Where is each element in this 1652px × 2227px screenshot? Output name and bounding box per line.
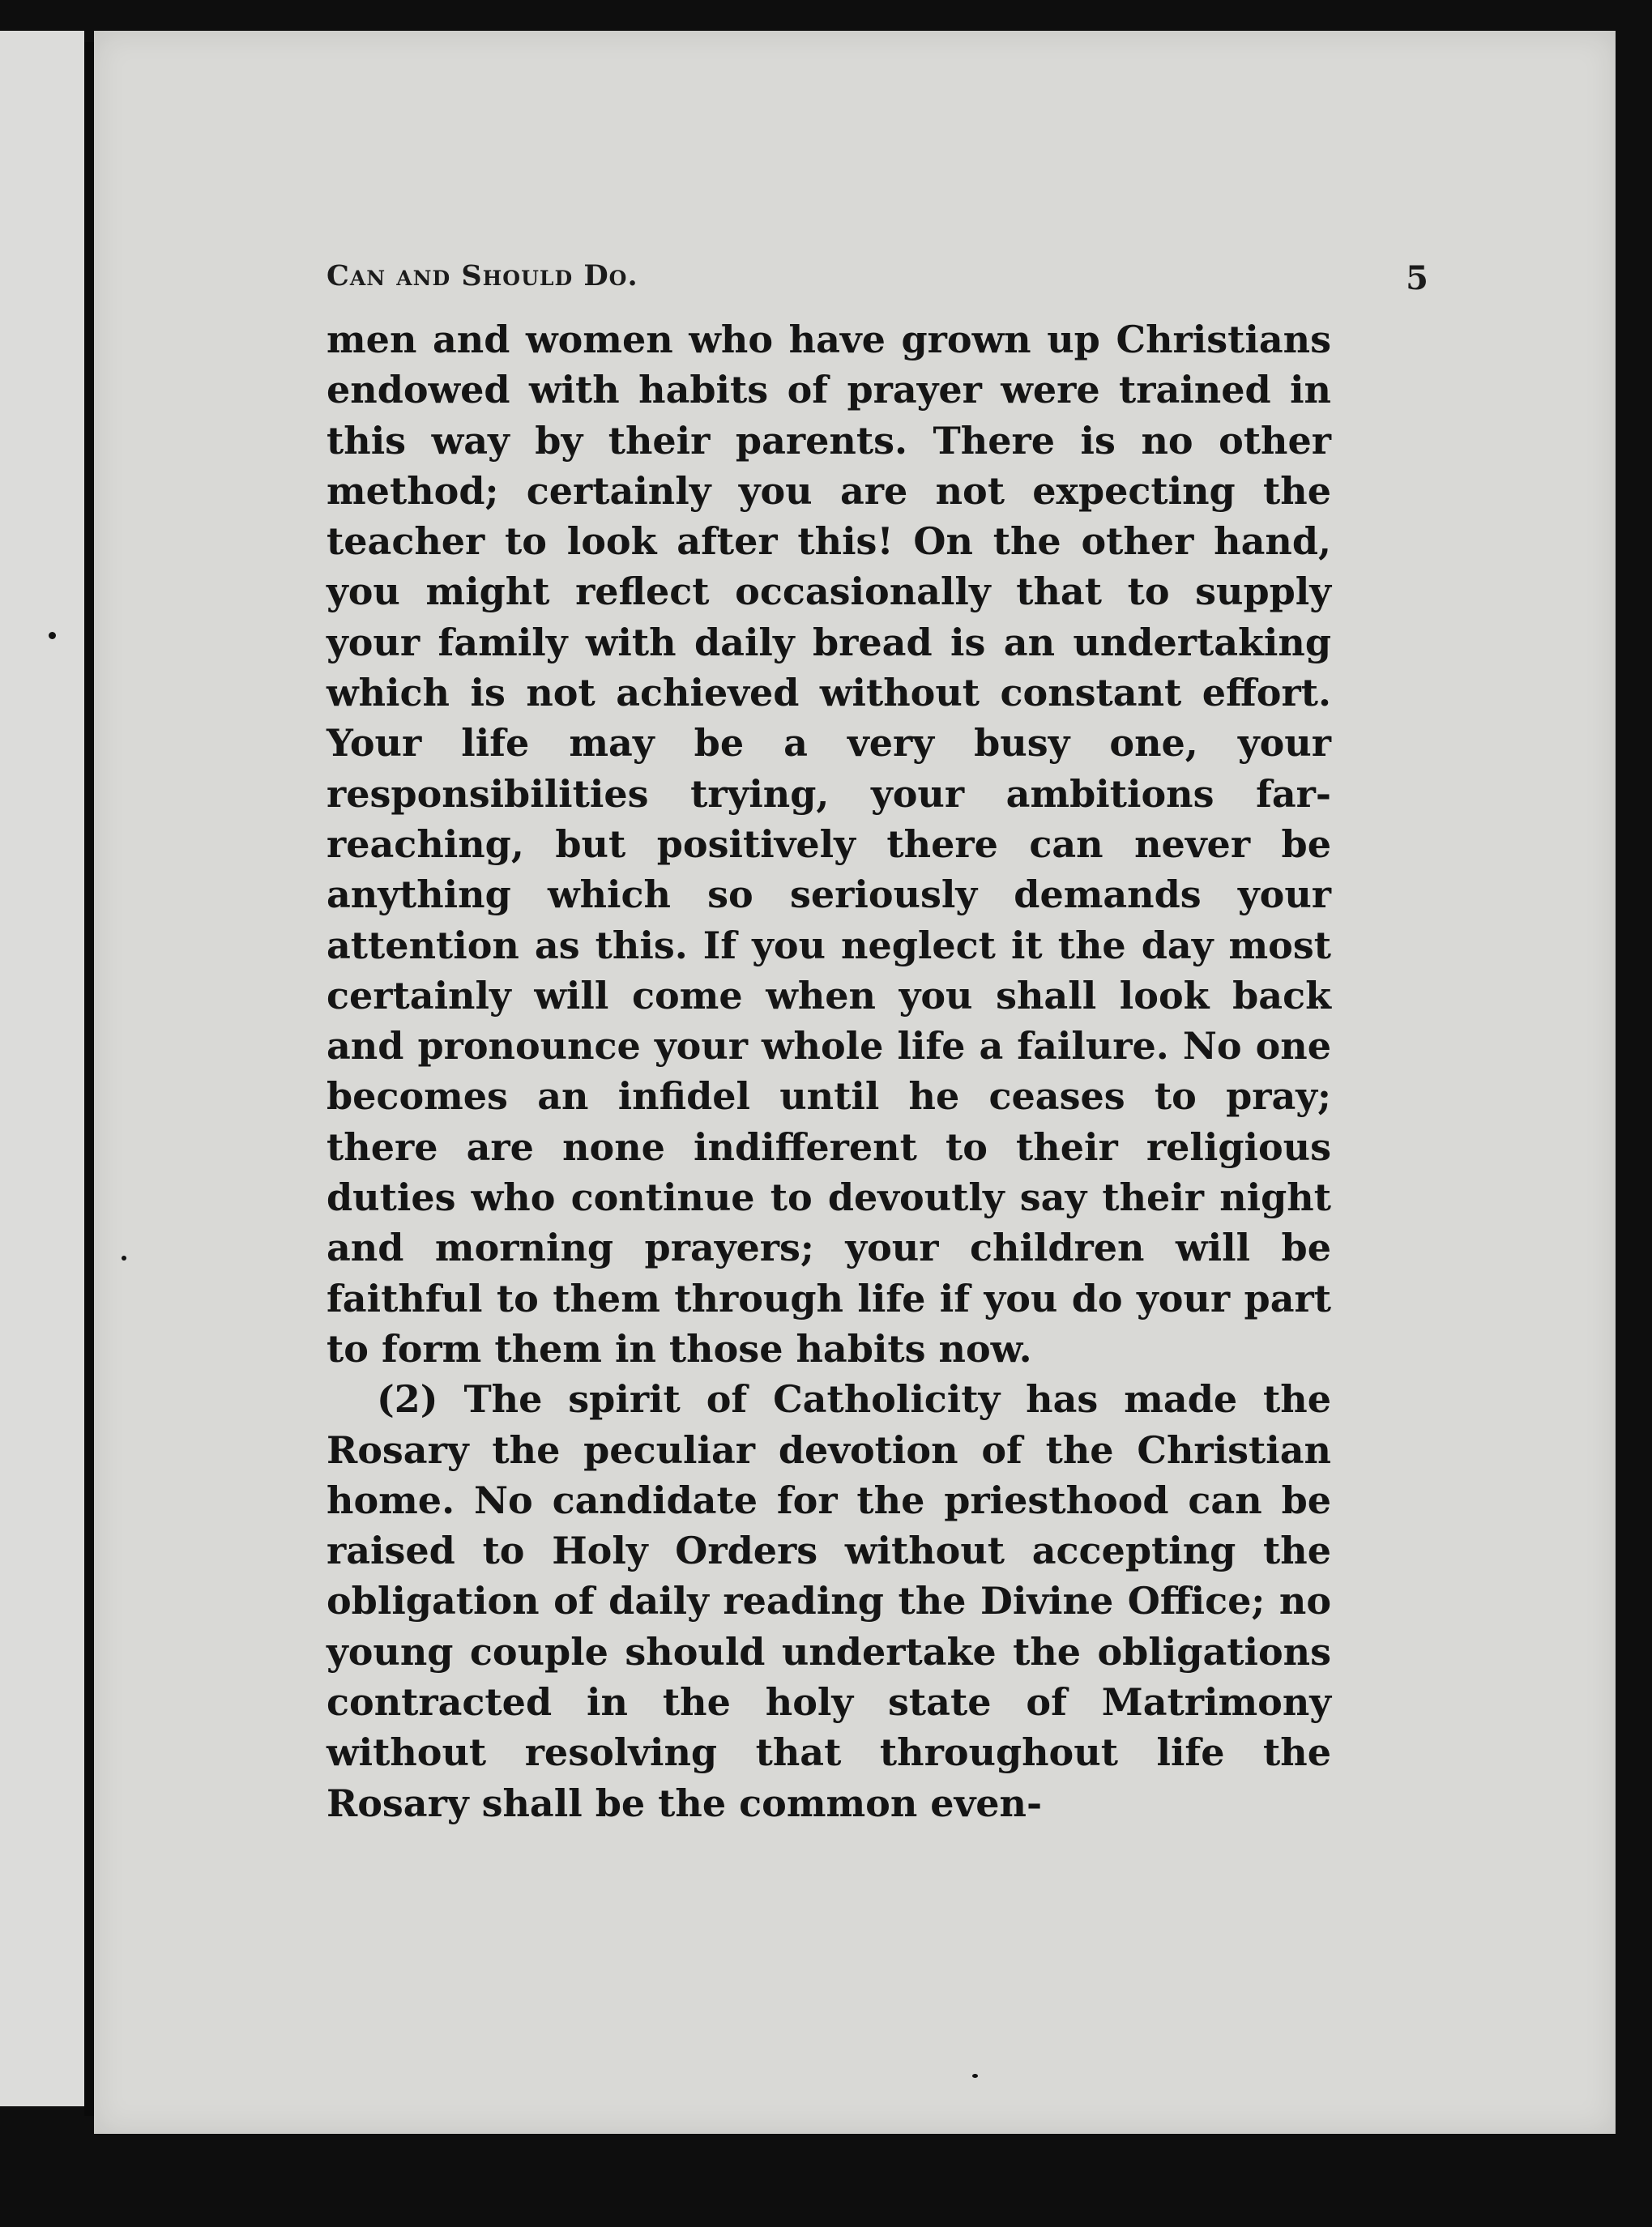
paragraph-rosary: (2) The spirit of Catholicity has made the Rosary the peculiar devotion of the Christian home. No candidate for the priesthood can be raised to Holy Orders without accepting the obligation of daily reading the Divine Office; no young couple should undertake the obligations contracted in the holy state of Matrimony without resolving that throughout life the Rosary shall be the common even-: [327, 1377, 1331, 1825]
gutter-shadow: [84, 42, 94, 2116]
page-number: 5: [1406, 259, 1428, 297]
body-text: [327, 314, 1331, 1828]
page-content: [327, 243, 1428, 1828]
running-title: Can and Should Do.: [327, 259, 638, 292]
running-head: [327, 243, 1428, 308]
previous-page-edge: [0, 31, 84, 2106]
scan-speck: [972, 2074, 978, 2078]
scan-speck: [122, 1256, 126, 1261]
book-page: [94, 31, 1616, 2134]
paragraph-continued: men and women who have grown up Christians endowed with habits of prayer were trained in this way by their parents. There is no other method; certainly you are not expecting the teacher to look after this! On the other hand, you might reflect occasionally that to supply your family with daily bread is an undertaking which is not achieved without constant effort. Your life may be a very busy one, your responsibilities trying, your ambitions far-reaching, but positively there can never be anything which so seriously demands your attention as this. If you neglect it the day most certainly will come when you shall look back and pronounce your whole life a failure. No one becomes an infidel until he ceases to pray; there are none indifferent to their religious duties who continue to devoutly say their night and morning prayers; your children will be faithful to them through life if you do your part to form them in those habits now.: [327, 318, 1331, 1371]
scan-speck: [49, 632, 56, 639]
